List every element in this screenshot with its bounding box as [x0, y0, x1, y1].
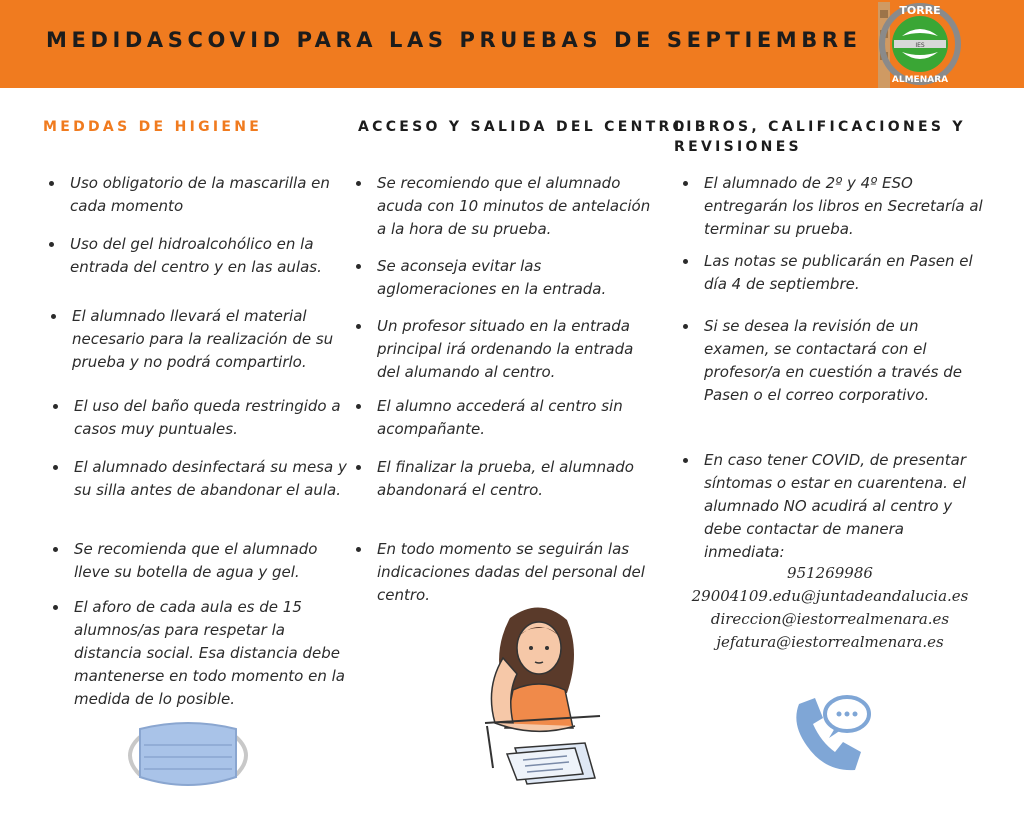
contact-phone: 951269986: [787, 564, 873, 582]
contact-email: jefatura@iestorrealmenara.es: [716, 633, 944, 651]
list-item: El alumnado de 2º y 4º ESO entregarán los libros en Secretaría al terminar su prueba.: [704, 172, 984, 241]
list-item: Un profesor situado en la entrada principal irá ordenando la entrada del alumando al centro.: [377, 315, 657, 384]
list-item: Se recomienda que el alumnado lleve su botella de agua y gel.: [74, 538, 354, 584]
list-item: Las notas se publicarán en Pasen el día 4 de septiembre.: [704, 250, 989, 296]
list-item: Si se desea la revisión de un examen, se contactará con el profesor/a en cuestión a través de Pasen o el correo corporativo.: [704, 315, 974, 407]
logo-text-bottom: ALMENARA: [891, 75, 949, 85]
page-title: MEDIDASCOVID PARA LAS PRUEBAS DE SEPTIEMBRE: [46, 28, 862, 52]
heading-access: ACCESO Y SALIDA DEL CENTRO: [358, 119, 688, 135]
heading-hygiene: MEDDAS DE HIGIENE: [43, 119, 263, 135]
phone-chat-icon: [785, 690, 875, 780]
logo-text-top: TORRE: [899, 4, 941, 17]
list-item: En todo momento se seguirán las indicaciones dadas del personal del centro.: [377, 538, 657, 607]
list-item: El alumnado llevará el material necesario para la realización de su prueba y no podrá compartirlo.: [72, 305, 352, 374]
list-item: Se aconseja evitar las aglomeraciones en la entrada.: [377, 255, 657, 301]
school-logo: [872, 0, 968, 90]
list-item: El alumno accederá al centro sin acompañante.: [377, 395, 657, 441]
list-item: Uso obligatorio de la mascarilla en cada momento: [70, 172, 350, 218]
list-item: El aforo de cada aula es de 15 alumnos/as para respetar la distancia social. Esa distancia debe mantenerse en todo momento en la medida de lo posible.: [74, 596, 354, 711]
student-studying-illustration: [455, 598, 625, 793]
face-mask-icon: [118, 715, 258, 795]
list-item: El finalizar la prueba, el alumnado abandonará el centro.: [377, 456, 657, 502]
logo-text-center: IES: [915, 42, 925, 49]
contact-block: [680, 562, 980, 654]
list-item: Uso del gel hidroalcohólico en la entrada del centro y en las aulas.: [70, 233, 350, 279]
contact-email: 29004109.edu@juntadeandalucia.es: [691, 587, 969, 605]
list-item: Se recomiendo que el alumnado acuda con 10 minutos de antelación a la hora de su prueba.: [377, 172, 657, 241]
list-item: En caso tener COVID, de presentar síntomas o estar en cuarentena. el alumnado NO acudirá al centro y debe contactar de manera inmediata:: [704, 449, 984, 564]
header-banner: [0, 0, 1024, 88]
heading-books: LIBROS, CALIFICACIONES Y REVISIONES: [674, 119, 966, 155]
list-item: El uso del baño queda restringido a casos muy puntuales.: [74, 395, 354, 441]
contact-email: direccion@iestorrealmenara.es: [710, 610, 950, 628]
list-item: El alumnado desinfectará su mesa y su silla antes de abandonar el aula.: [74, 456, 354, 502]
